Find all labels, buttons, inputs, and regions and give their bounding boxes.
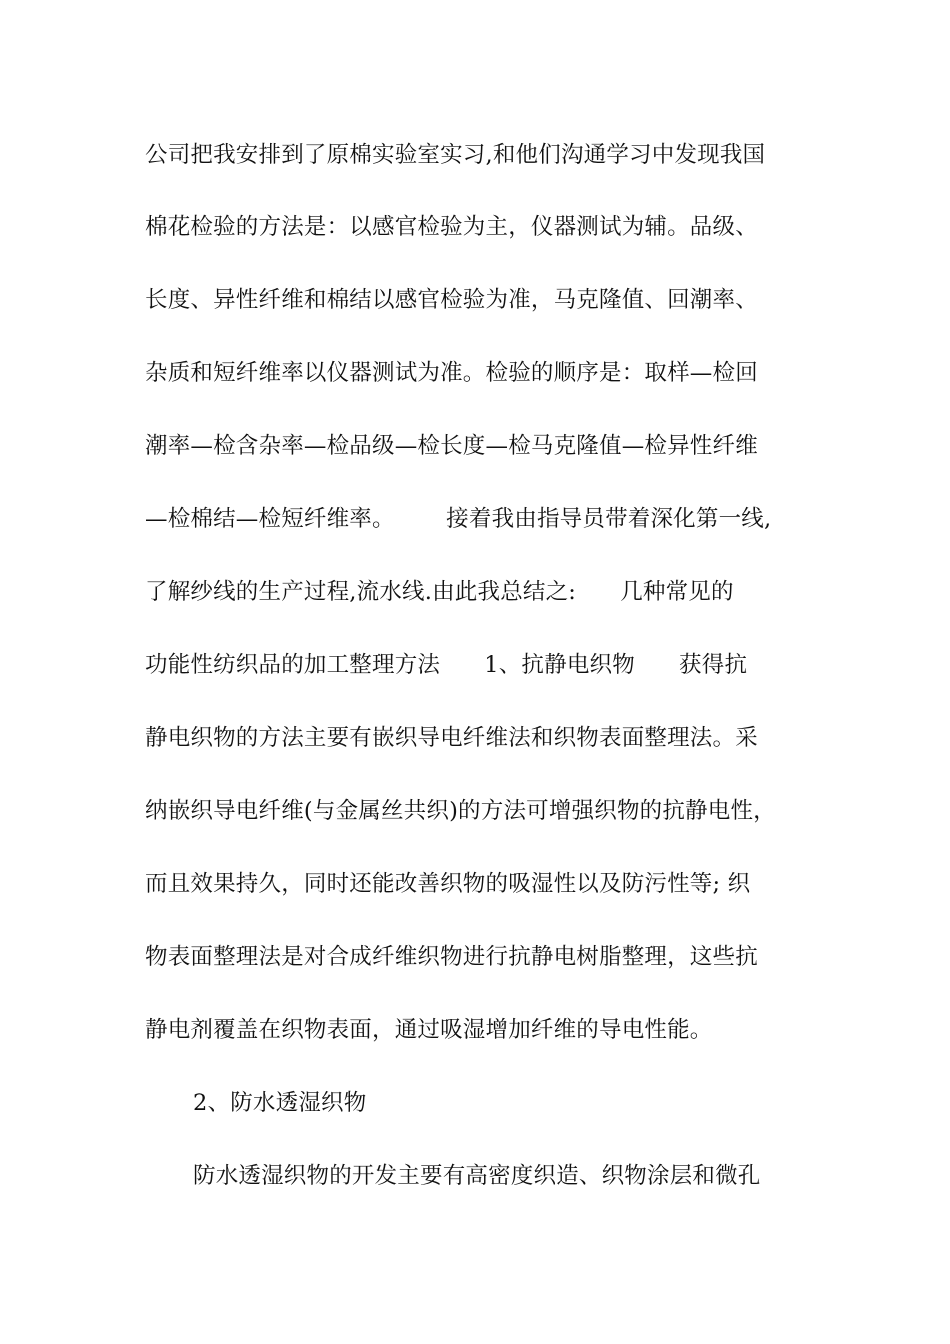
- paragraph-line-8: 功能性纺织品的加工整理方法 1、抗静电织物 获得抗: [145, 652, 748, 678]
- paragraph-line-11: 而且效果持久，同时还能改善织物的吸湿性以及防污性等; 织: [145, 871, 751, 897]
- paragraph-line-4: 杂质和短纤维率以仪器测试为准。检验的顺序是：取样—检回: [145, 360, 758, 386]
- paragraph-line-12: 物表面整理法是对合成纤维织物进行抗静电树脂整理，这些抗: [145, 944, 758, 970]
- paragraph-line-last: 防水透湿织物的开发主要有高密度织造、织物涂层和微孔: [193, 1163, 761, 1189]
- paragraph-line-2: 棉花检验的方法是：以感官检验为主，仪器测试为辅。品级、: [145, 214, 758, 240]
- paragraph-line-5: 潮率—检含杂率—检品级—检长度—检马克隆值—检异性纤维: [145, 433, 758, 459]
- paragraph-line-7: 了解纱线的生产过程,流水线.由此我总结之: 几种常见的: [145, 579, 734, 605]
- section-heading: 2、防水透湿织物: [193, 1090, 367, 1116]
- paragraph-line-1: 公司把我安排到了原棉实验室实习,和他们沟通学习中发现我国: [145, 142, 766, 168]
- paragraph-line-9: 静电织物的方法主要有嵌织导电纤维法和织物表面整理法。采: [145, 725, 758, 751]
- paragraph-line-3: 长度、异性纤维和棉结以感官检验为准，马克隆值、回潮率、: [145, 287, 758, 313]
- paragraph-line-6: —检棉结—检短纤维率。 接着我由指导员带着深化第一线,: [145, 506, 772, 532]
- paragraph-line-13: 静电剂覆盖在织物表面，通过吸湿增加纤维的导电性能。: [145, 1017, 713, 1043]
- paragraph-line-10: 纳嵌织导电纤维(与金属丝共织)的方法可增强织物的抗静电性，: [145, 798, 776, 824]
